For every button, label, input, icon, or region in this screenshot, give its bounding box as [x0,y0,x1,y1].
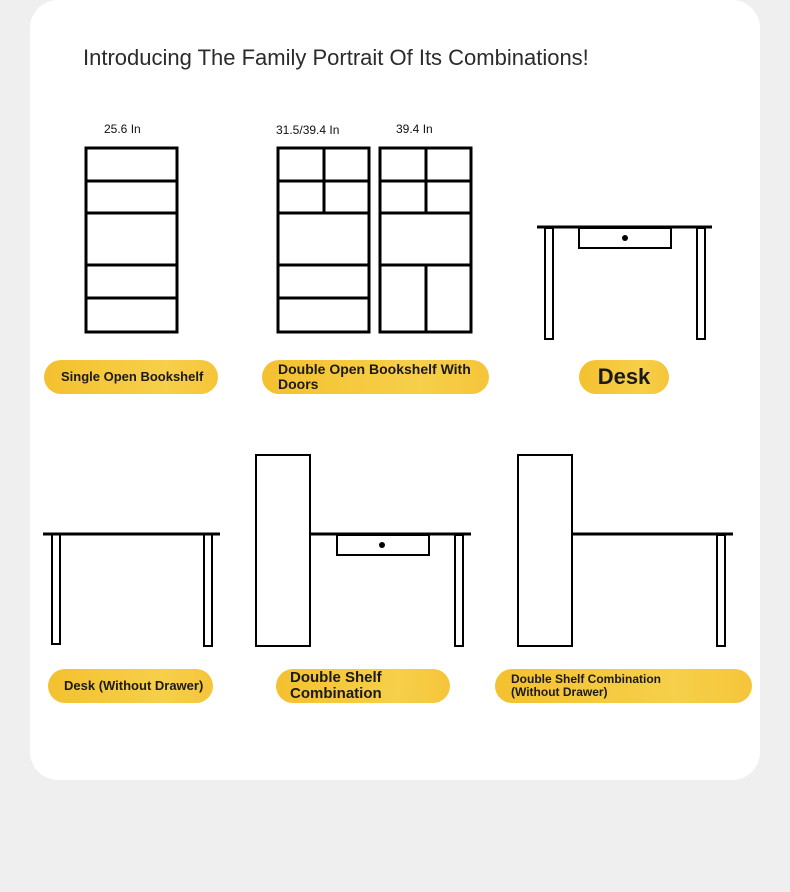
product-label: Single Open Bookshelf [61,369,204,385]
product-label: Double Open Bookshelf With Doors [278,361,471,392]
single-bookshelf-drawing [86,148,177,332]
product-pill-desk[interactable] [579,360,669,394]
product-pill-single-open-bookshelf[interactable] [44,360,218,394]
product-pill-double-open-bookshelf-with-doors[interactable] [262,360,489,394]
desk-without-drawer-drawing [43,534,220,646]
product-label: Desk [597,364,651,390]
dimension-label-single: 25.6 In [104,122,141,136]
double-bookshelf-left-drawing [278,148,369,332]
product-pill-desk-without-drawer[interactable] [48,669,213,703]
dimension-label-double-b: 39.4 In [396,122,433,136]
product-label: Double Shelf Combination [290,669,382,702]
product-pill-double-shelf-combination[interactable] [276,669,450,703]
double-shelf-combination-drawing [256,455,471,646]
product-label: Desk (Without Drawer) [64,678,204,694]
desk-drawing [537,227,712,339]
double-bookshelf-right-drawing [380,148,471,332]
product-pill-double-shelf-combination-without-drawer[interactable] [495,669,752,703]
dimension-label-double-a: 31.5/39.4 In [276,123,340,137]
product-label: Double Shelf Combination (Without Drawer) [511,672,661,699]
page-title: Introducing The Family Portrait Of Its Combinations! [83,45,589,70]
double-shelf-combination-no-drawer-drawing [518,455,733,646]
